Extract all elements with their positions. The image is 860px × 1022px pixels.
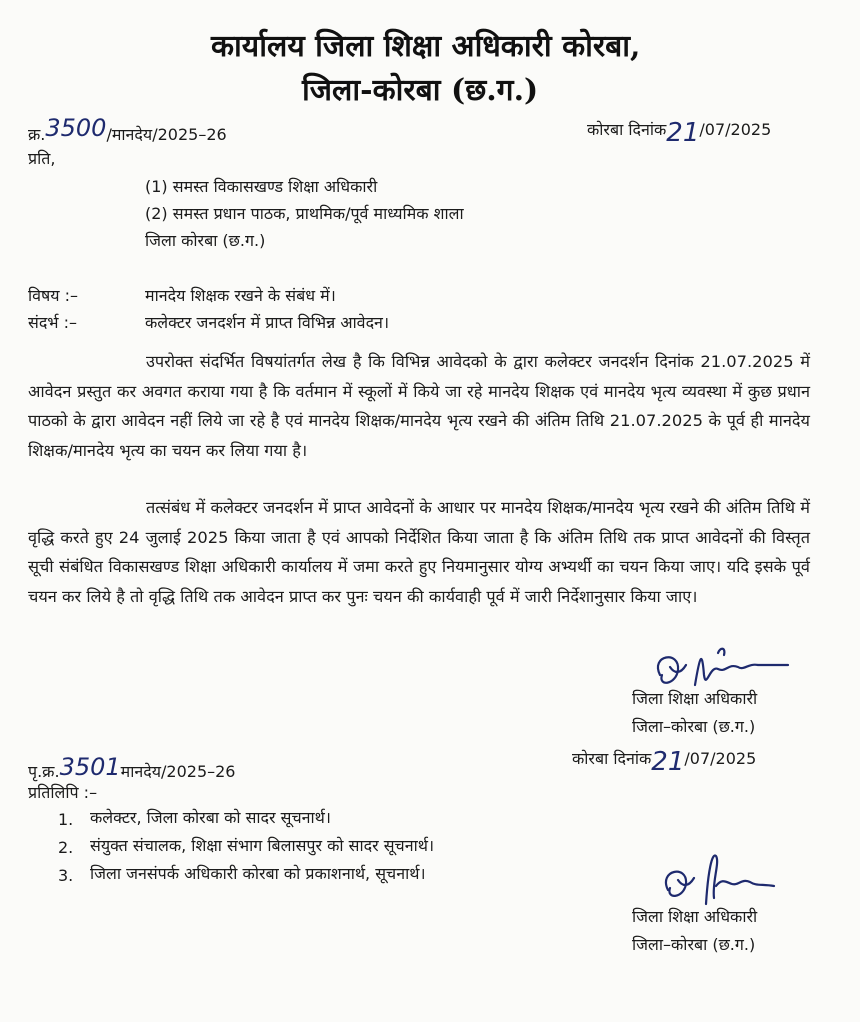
- body-paragraph-1: उपरोक्त संदर्भित विषयांतर्गत लेख है कि विभिन्न आवेदको के द्वारा कलेक्टर जनदर्शन दिनांक 21.07.2025 में आवेदन प्रस्तुत कर अवगत कराया गया है कि वर्तमान में स्कूलों में किये जा रहे मानदेय शिक्षक एवं मानदेय भृत्य व्यवस्था में कुछ प्रधान पाठको के द्वारा आवेदन नहीं लिये जा रहे है एवं मानदेय शिक्षक/मानदेय भृत्य रखने की अंतिम तिथि 21.07.2025 के पूर्व ही मानदेय शिक्षक/मानदेय भृत्य का चयन कर लिया गया है।: [28, 352, 810, 460]
- signatory-title-2: जिला शिक्षा अधिकारी: [632, 907, 758, 926]
- addressee-line-3: जिला कोरबा (छ.ग.): [145, 231, 266, 250]
- handwritten-ref-number: 3500: [45, 114, 107, 142]
- body-paragraph-2: तत्संबंध में कलेक्टर जनदर्शन में प्राप्त आवेदनों के आधार पर मानदेय शिक्षक/मानदेय भृत्य रखने की अंतिम तिथि में वृद्धि करते हुए 24 जुलाई 2025 किया जाता है एवं आपको निर्देशित किया जाता है कि अंतिम तिथि तक प्राप्त आवेदनों की विस्तृत सूची संबंधित विकासखण्ड शिक्षा अधिकारी कार्यालय में जमा करते हुए नियमानुसार योग्य अभ्यर्थी का चयन किया जाए। यदि इसके पूर्व चयन कर लिये है तो वृद्धि तिथि तक आवेदन प्राप्त कर पुनः चयन की कार्यवाही पूर्व में जारी निर्देशानुसार किया जाए।: [28, 498, 810, 606]
- date2-prefix: कोरबा दिनांक: [572, 749, 652, 768]
- office-title: कार्यालय जिला शिक्षा अधिकारी कोरबा,: [211, 29, 641, 64]
- date-suffix: /07/2025: [699, 120, 772, 139]
- copy-label: प्रतिलिपि :–: [28, 783, 98, 802]
- ref2-suffix: मानदेय/2025–26: [120, 762, 236, 781]
- copy-item-1-number: 1.: [58, 810, 74, 829]
- reference-text: कलेक्टर जनदर्शन में प्राप्त विभिन्न आवेदन।: [145, 313, 390, 332]
- addressee-line-2: (2) समस्त प्रधान पाठक, प्राथमिक/पूर्व माध्यमिक शाला: [145, 204, 464, 223]
- office-district: जिला-कोरबा (छ.ग.): [302, 73, 539, 108]
- subject-label: विषय :–: [28, 286, 79, 305]
- signatory-title-1: जिला शिक्षा अधिकारी: [632, 689, 758, 708]
- signatory-place-2: जिला–कोरबा (छ.ग.): [632, 935, 756, 954]
- officer-signature-2: [650, 852, 780, 912]
- reference-label: संदर्भ :–: [28, 313, 78, 332]
- copy-item-2-number: 2.: [58, 838, 74, 857]
- copy-item-2: संयुक्त संचालक, शिक्षा संभाग बिलासपुर को सादर सूचनार्थ।: [90, 836, 435, 855]
- ref-prefix: क्र.: [28, 125, 46, 144]
- letter-date: [587, 112, 772, 148]
- signatory-place-1: जिला–कोरबा (छ.ग.): [632, 717, 756, 736]
- copy-item-1: कलेक्टर, जिला कोरबा को सादर सूचनार्थ।: [90, 808, 331, 827]
- handwritten-date2-day: 21: [651, 747, 685, 777]
- reference-number: [28, 114, 227, 146]
- addressee-line-1: (1) समस्त विकासखण्ड शिक्षा अधिकारी: [145, 177, 378, 196]
- endorsement-date: [572, 741, 757, 777]
- endorsement-number: [28, 755, 235, 783]
- ref-suffix: /मानदेय/2025–26: [106, 125, 227, 144]
- copy-item-3: जिला जनसंपर्क अधिकारी कोरबा को प्रकाशनार्थ, सूचनार्थ।: [90, 864, 426, 883]
- subject-text: मानदेय शिक्षक रखने के संबंध में।: [145, 286, 336, 305]
- copy-item-3-number: 3.: [58, 866, 74, 885]
- date-prefix: कोरबा दिनांक: [587, 120, 667, 139]
- handwritten-date-day: 21: [666, 118, 700, 148]
- ref2-prefix: पृ.क्र.: [28, 762, 60, 781]
- handwritten-ref2-number: 3501: [59, 753, 121, 781]
- date2-suffix: /07/2025: [684, 749, 757, 768]
- to-label: प्रति,: [28, 149, 56, 168]
